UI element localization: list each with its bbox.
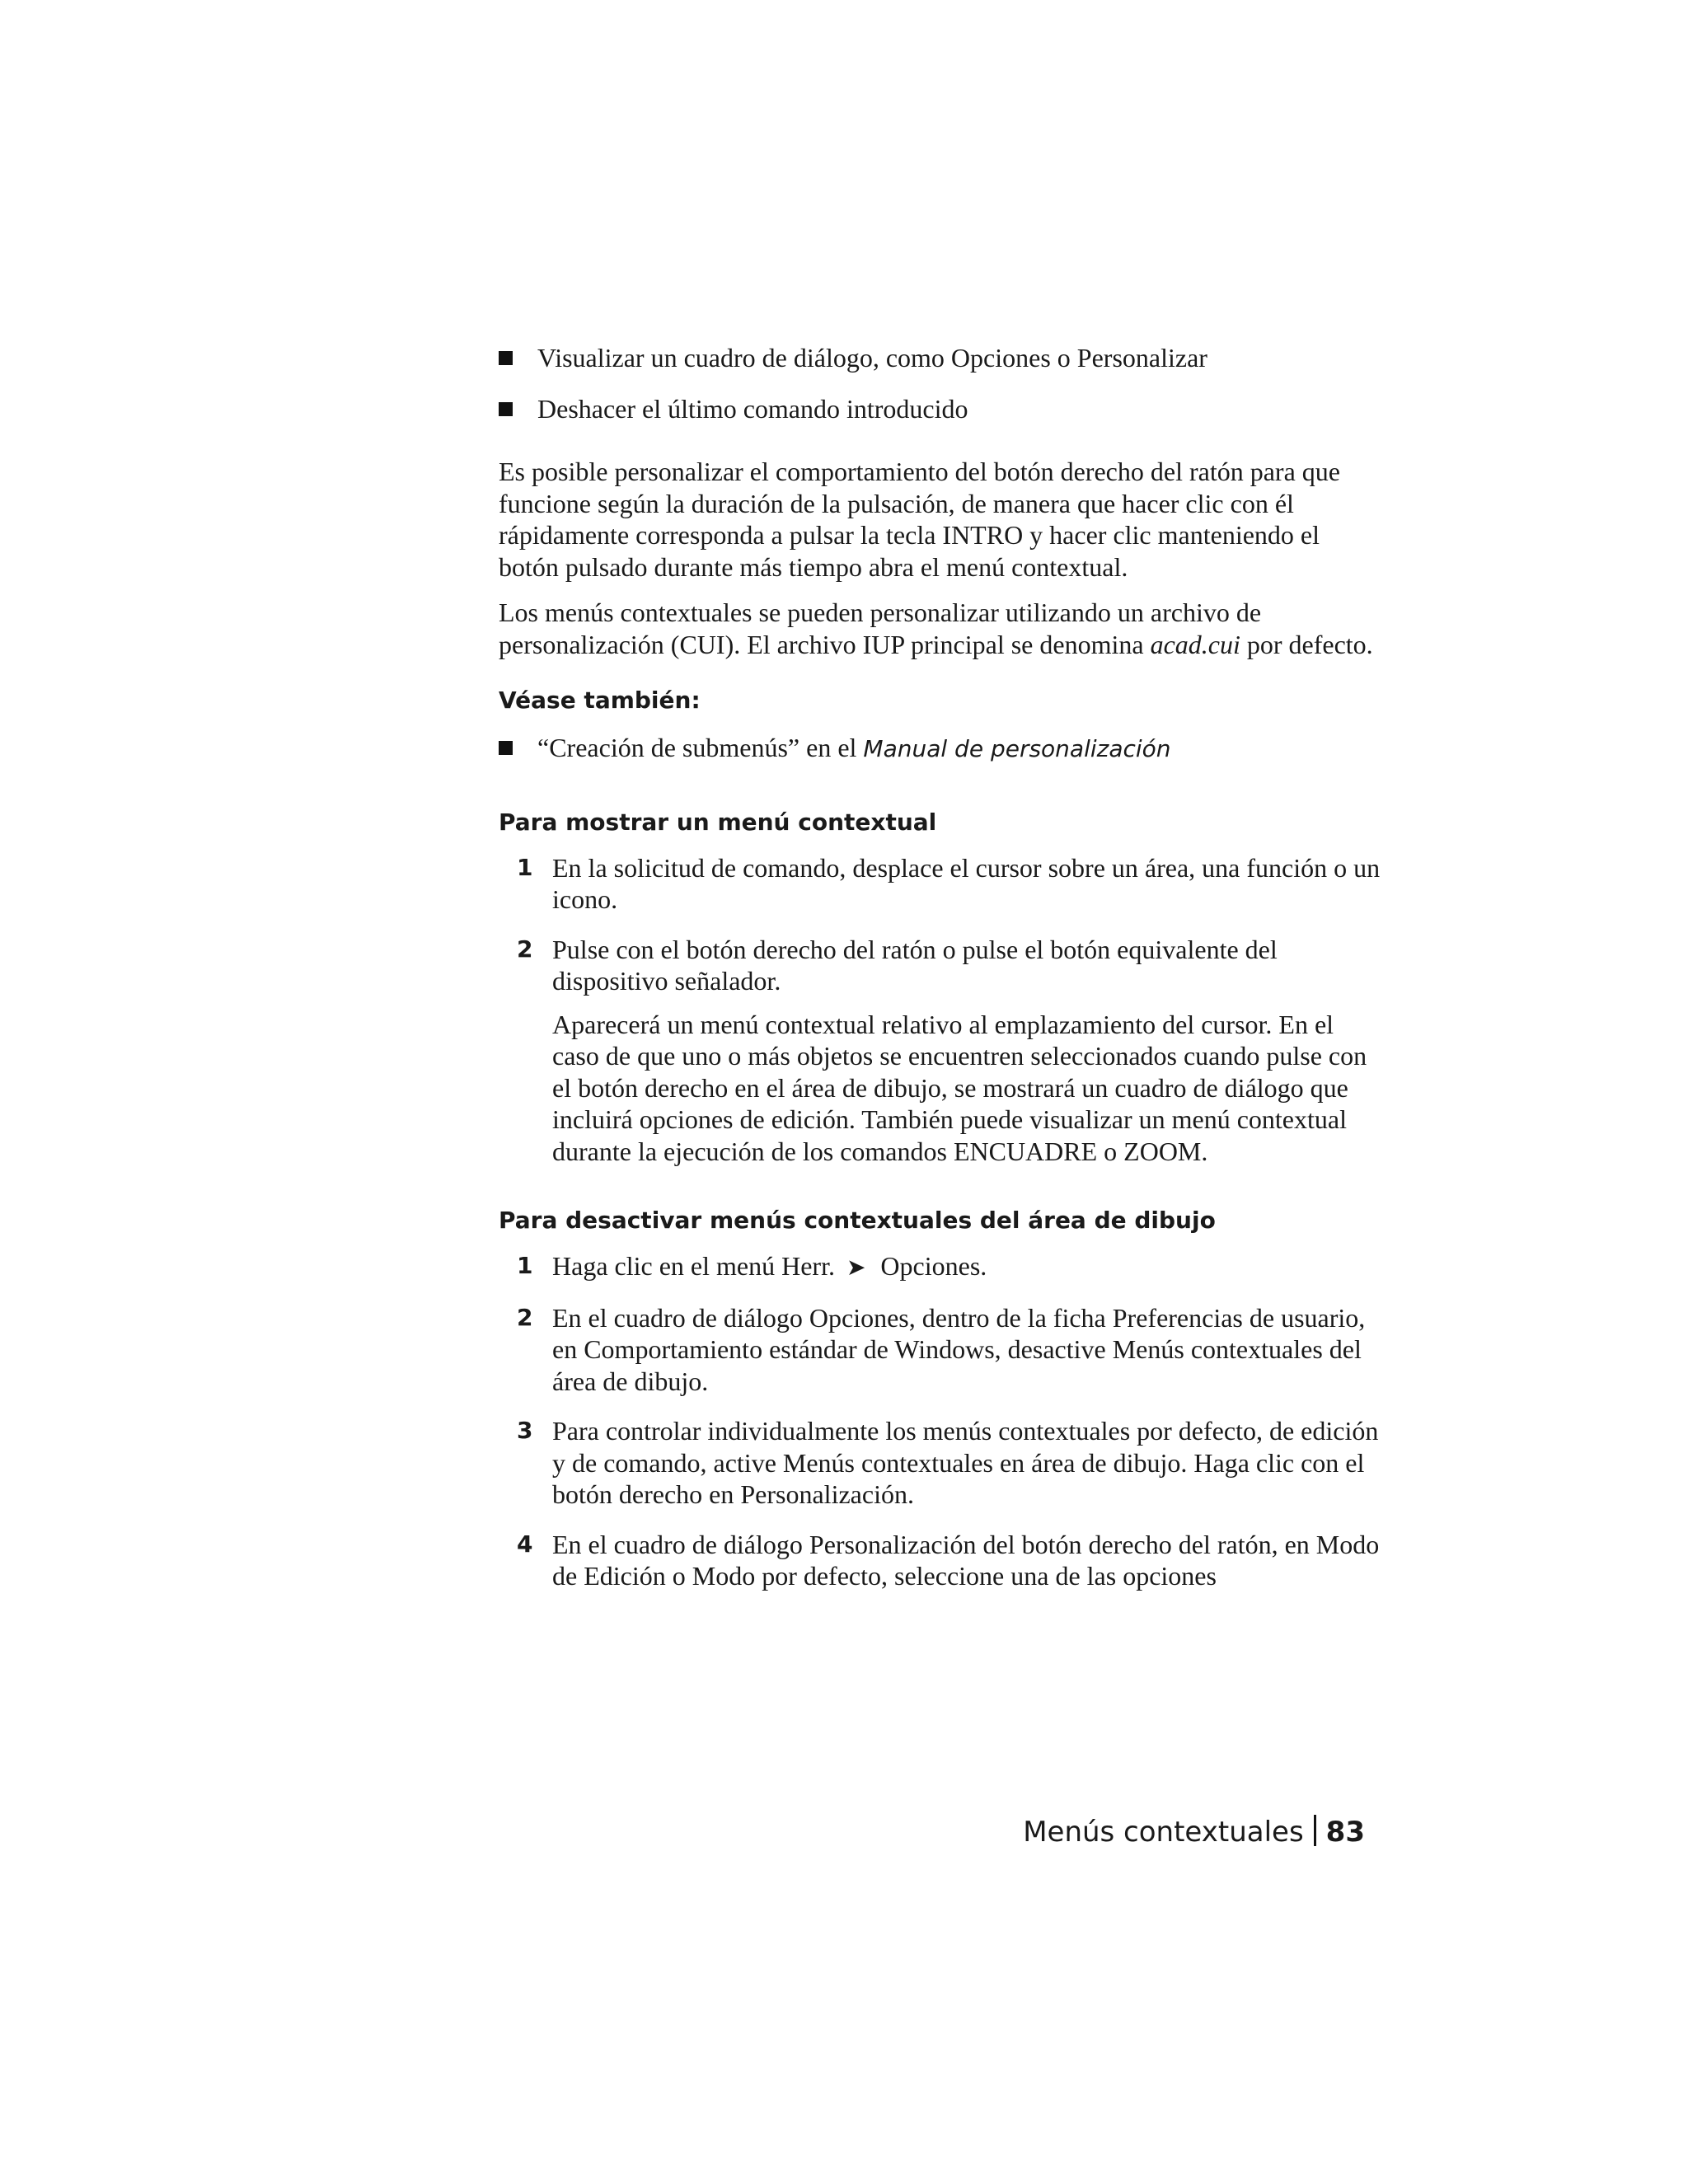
procedure-steps-disable-menus bbox=[499, 1250, 1381, 1592]
step-number: 2 bbox=[517, 1303, 533, 1331]
step-text: Pulse con el botón derecho del ratón o pulse el botón equivalente del dispositivo señalador. bbox=[552, 934, 1278, 996]
square-bullet-icon bbox=[499, 351, 513, 365]
list-item bbox=[499, 393, 1381, 425]
step-text: En la solicitud de comando, desplace el cursor sobre un área, una función o un icono. bbox=[552, 852, 1381, 914]
page-body bbox=[499, 342, 1381, 1610]
step-item bbox=[499, 852, 1381, 916]
step-result-note: Aparecerá un menú contextual relativo al emplazamiento del cursor. En el caso de que uno o más objetos se encuentren seleccionados cuando pulse con el botón derecho en el área de dibujo, se mostrará un cuadro de diálogo que incluirá opciones de edición. También puede visualizar un menú contextual durante la ejecución de los comandos ENCUADRE o ZOOM. bbox=[552, 1009, 1367, 1166]
list-item bbox=[499, 342, 1381, 374]
step-item bbox=[499, 1302, 1381, 1398]
bullet-text: Deshacer el último comando introducido bbox=[537, 393, 968, 424]
step-text: Opciones. bbox=[880, 1251, 987, 1281]
square-bullet-icon bbox=[499, 402, 513, 416]
step-item bbox=[499, 1415, 1381, 1511]
step-item bbox=[499, 1250, 1381, 1284]
step-text: En el cuadro de diálogo Personalización del botón derecho del ratón, en Modo de Edición o Modo por defecto, seleccione una de las opciones bbox=[552, 1529, 1380, 1591]
square-bullet-icon bbox=[499, 741, 513, 755]
manual-title: Manual de personalización bbox=[863, 735, 1171, 762]
step-number: 1 bbox=[517, 1252, 533, 1279]
see-also-list bbox=[499, 732, 1381, 766]
step-item bbox=[499, 934, 1381, 1168]
procedure-heading-disable-menus: Para desactivar menús contextuales del área de dibujo bbox=[499, 1207, 1216, 1234]
procedure-steps-show-menu bbox=[499, 852, 1381, 1168]
page-number: 83 bbox=[1325, 1816, 1365, 1849]
link-text: “Creación de submenús” en el bbox=[537, 733, 864, 762]
see-also-heading: Véase también: bbox=[499, 687, 701, 714]
footer-section-title: Menús contextuales bbox=[1023, 1816, 1304, 1849]
footer-divider bbox=[1314, 1815, 1316, 1846]
step-item bbox=[499, 1529, 1381, 1592]
step-number: 4 bbox=[517, 1530, 533, 1558]
paragraph-cui-customization bbox=[499, 597, 1381, 660]
procedure-heading-show-menu: Para mostrar un menú contextual bbox=[499, 808, 937, 836]
paragraph-right-click-behavior: Es posible personalizar el comportamiento del botón derecho del ratón para que funcione según la duración de la pulsación, de manera que hacer clic con él rápidamente corresponda a pulsar la tecla INTRO y hacer clic manteniendo el botón pulsado durante más tiempo abra el menú contextual. bbox=[499, 457, 1340, 582]
step-number: 1 bbox=[517, 853, 533, 881]
step-number: 3 bbox=[517, 1417, 533, 1444]
step-number: 2 bbox=[517, 935, 533, 963]
paragraph-text: Los menús contextuales se pueden personalizar utilizando un archivo de personalización (CUI). El archivo IUP principal se denomina bbox=[499, 598, 1262, 659]
bullet-text: Visualizar un cuadro de diálogo, como Opciones o Personalizar bbox=[537, 343, 1207, 373]
page-footer bbox=[1023, 1815, 1365, 1849]
step-text: En el cuadro de diálogo Opciones, dentro de la ficha Preferencias de usuario, en Comportamiento estándar de Windows, desactive Menús contextuales del área de dibujo. bbox=[552, 1302, 1366, 1396]
file-name: acad.cui bbox=[1150, 629, 1240, 659]
see-also-link[interactable] bbox=[499, 732, 1381, 766]
step-text: Para controlar individualmente los menús contextuales por defecto, de edición y de comando, active Menús contextuales en área de dibujo. Haga clic con el botón derecho en Personalización. bbox=[552, 1416, 1379, 1509]
step-text: Haga clic en el menú Herr. bbox=[552, 1251, 835, 1281]
paragraph-text: por defecto. bbox=[1240, 629, 1373, 659]
menu-arrow-icon: ➤ bbox=[846, 1254, 866, 1281]
top-bullet-list bbox=[499, 342, 1381, 424]
